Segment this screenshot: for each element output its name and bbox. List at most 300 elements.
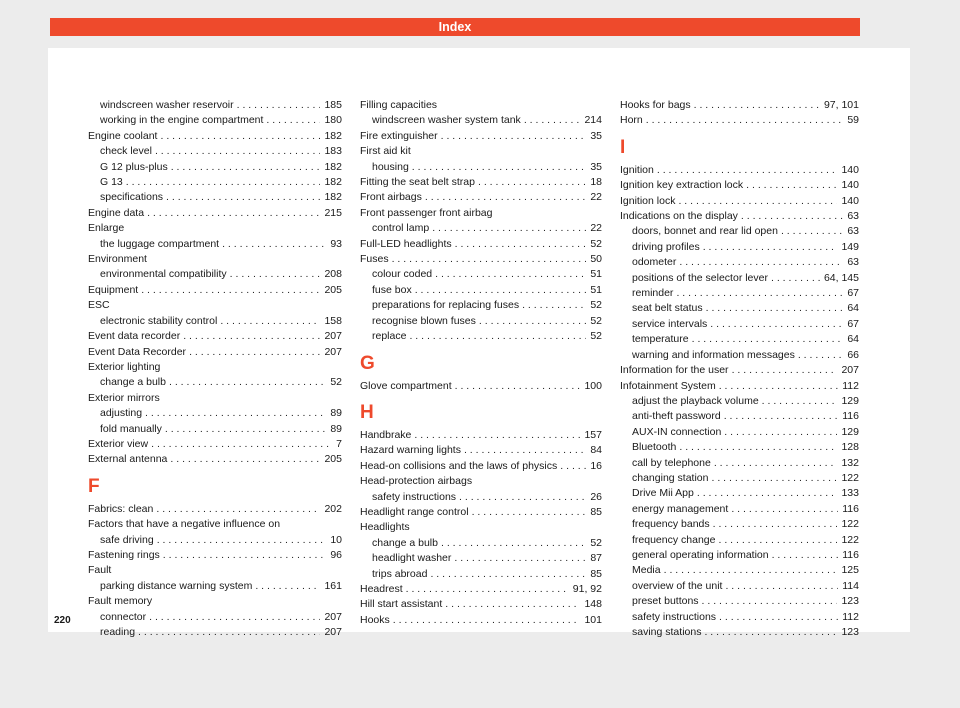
entry-page: 129 <box>841 425 859 438</box>
entry-label: reading <box>100 626 136 638</box>
entry-label: Drive Mii App <box>632 487 694 500</box>
entry-page: 63 <box>847 256 859 269</box>
leader-dots <box>442 597 580 612</box>
entry-label: control lamp <box>372 222 430 235</box>
leader-dots <box>476 314 586 329</box>
entry-page: 215 <box>324 206 342 219</box>
leader-dots <box>456 490 586 505</box>
index-entry <box>620 548 859 563</box>
entry-label: driving profiles <box>632 240 700 253</box>
entry-label: G 13 <box>100 176 123 189</box>
index-entry <box>360 567 602 582</box>
entry-label: Horn <box>620 114 643 127</box>
index-entry <box>620 502 859 517</box>
entry-label: Fuses <box>360 253 389 266</box>
leader-dots <box>263 113 320 128</box>
leader-dots <box>475 175 586 190</box>
entry-page: 207 <box>324 330 342 343</box>
index-entry <box>360 298 602 313</box>
leader-dots <box>403 582 569 597</box>
leader-dots <box>411 428 580 443</box>
entry-label: adjusting <box>100 407 143 420</box>
entry-page: 101 <box>584 613 602 626</box>
entry-page: 114 <box>842 579 859 592</box>
leader-dots <box>795 348 843 363</box>
entry-label: Information for the user <box>620 364 729 377</box>
leader-dots <box>676 255 843 270</box>
index-heading: Head-protection airbags <box>360 475 473 488</box>
entry-label: Hooks for bags <box>620 99 691 111</box>
entry-page: 51 <box>590 268 602 281</box>
entry-page: 161 <box>324 579 342 592</box>
leader-dots <box>422 190 586 205</box>
entry-page: 116 <box>842 410 859 423</box>
leader-dots <box>721 425 837 440</box>
entry-label: Exterior view <box>88 437 149 450</box>
entry-label: electronic stability control <box>100 314 218 327</box>
leader-dots <box>729 363 838 378</box>
entry-label: odometer <box>632 256 677 269</box>
index-entry <box>620 255 859 270</box>
leader-dots <box>701 625 837 640</box>
index-entry <box>88 144 342 159</box>
index-entry <box>360 505 602 520</box>
leader-dots <box>768 271 820 286</box>
leader-dots <box>142 406 326 421</box>
index-entry <box>360 329 602 344</box>
entry-label: Front airbags <box>360 191 422 204</box>
index-entry <box>88 283 342 298</box>
entry-label: saving stations <box>632 626 702 638</box>
entry-label: Glove compartment <box>360 379 452 392</box>
leader-dots <box>432 267 586 282</box>
entry-page: 52 <box>590 299 602 312</box>
entry-label: parking distance warning system <box>100 579 253 592</box>
index-entry <box>360 129 602 144</box>
entry-page: 207 <box>324 345 342 358</box>
leader-dots <box>162 422 326 437</box>
index-heading: Enlarge <box>88 222 125 235</box>
index-entry <box>88 314 342 329</box>
entry-page: 52 <box>330 376 342 389</box>
index-entry <box>620 209 859 224</box>
leader-dots <box>234 98 321 113</box>
leader-dots <box>135 625 320 640</box>
entry-page: 67 <box>847 317 859 330</box>
entry-page: 52 <box>590 314 602 327</box>
index-entry <box>620 113 859 128</box>
leader-dots <box>163 190 320 205</box>
entry-label: general operating information <box>632 548 769 561</box>
entry-label: Event Data Recorder <box>88 345 187 358</box>
entry-page: 16 <box>590 459 602 472</box>
leader-dots <box>703 301 844 316</box>
entry-page: 129 <box>841 394 859 407</box>
index-entry <box>620 271 859 286</box>
index-entry <box>620 625 859 640</box>
entry-label: recognise blown fuses <box>372 314 476 327</box>
leader-dots <box>700 240 838 255</box>
index-entry <box>620 517 859 532</box>
entry-label: replace <box>372 330 407 343</box>
entry-page: 125 <box>841 564 859 577</box>
index-entry <box>88 206 342 221</box>
leader-dots <box>138 283 320 298</box>
leader-dots <box>675 194 837 209</box>
leader-dots <box>157 129 320 144</box>
leader-dots <box>676 440 837 455</box>
leader-dots <box>694 486 838 501</box>
index-entry <box>88 422 342 437</box>
entry-label: Equipment <box>88 283 139 296</box>
leader-dots <box>412 283 587 298</box>
leader-dots <box>728 502 838 517</box>
page-header: Index <box>50 18 860 36</box>
leader-dots <box>708 471 837 486</box>
leader-dots <box>389 252 587 267</box>
index-entry <box>360 113 602 128</box>
entry-label: Handbrake <box>360 428 412 441</box>
section-letter-f: F <box>88 475 100 497</box>
index-entry <box>620 98 859 113</box>
entry-page: 35 <box>590 129 602 142</box>
entry-page: 128 <box>841 441 859 454</box>
entry-page: 89 <box>330 407 342 420</box>
leader-dots <box>469 505 587 520</box>
index-entry <box>360 490 602 505</box>
leader-dots <box>152 144 321 159</box>
index-entry <box>360 237 602 252</box>
index-entry <box>88 345 342 360</box>
index-entry <box>88 375 342 390</box>
leader-dots <box>778 224 843 239</box>
entry-label: service intervals <box>632 317 708 330</box>
entry-page: 182 <box>324 176 342 189</box>
index-entry <box>360 459 602 474</box>
index-entry <box>88 267 342 282</box>
entry-label: Hooks <box>360 613 390 626</box>
entry-label: preparations for replacing fuses <box>372 299 520 312</box>
leader-dots <box>716 379 839 394</box>
index-entry <box>620 317 859 332</box>
index-entry <box>620 301 859 316</box>
entry-label: Engine data <box>88 206 145 219</box>
entry-label: Fastening rings <box>88 548 160 561</box>
leader-dots <box>643 113 844 128</box>
entry-page: 207 <box>324 626 342 638</box>
index-entry <box>360 379 602 394</box>
index-entry <box>620 332 859 347</box>
entry-page: 64, 145 <box>823 271 859 284</box>
entry-label: Ignition <box>620 163 654 176</box>
entry-page: 140 <box>841 179 859 192</box>
entry-label: overview of the unit <box>632 579 723 592</box>
entry-page: 67 <box>847 287 859 300</box>
leader-dots <box>519 298 586 313</box>
entry-label: Fitting the seat belt strap <box>360 176 475 189</box>
index-entry <box>88 579 342 594</box>
index-entry <box>88 502 342 517</box>
entry-label: environmental compatibility <box>100 268 227 281</box>
entry-page: 63 <box>847 210 859 223</box>
index-heading: Factors that have a negative influence on <box>88 518 281 531</box>
leader-dots <box>219 237 326 252</box>
index-heading: Fault memory <box>88 595 153 608</box>
entry-page: 140 <box>841 194 859 207</box>
index-entry <box>620 594 859 609</box>
leader-dots <box>759 394 838 409</box>
entry-page: 22 <box>590 191 602 204</box>
leader-dots <box>438 129 587 144</box>
entry-page: 59 <box>847 114 859 127</box>
leader-dots <box>711 456 838 471</box>
entry-page: 180 <box>324 114 342 127</box>
index-entry <box>620 224 859 239</box>
leader-dots <box>438 536 586 551</box>
section-letter-h: H <box>360 401 374 423</box>
entry-label: check level <box>100 145 152 158</box>
index-entry <box>360 267 602 282</box>
entry-label: headlight washer <box>372 552 452 565</box>
entry-page: 52 <box>590 237 602 250</box>
entry-page: 149 <box>841 240 859 253</box>
leader-dots <box>721 409 839 424</box>
entry-label: frequency bands <box>632 518 710 531</box>
index-heading: Environment <box>88 253 147 266</box>
index-entry <box>620 163 859 178</box>
leader-dots <box>716 610 838 625</box>
leader-dots <box>148 437 332 452</box>
leader-dots <box>429 221 586 236</box>
entry-page: 182 <box>324 129 342 142</box>
section-letter-i: I <box>620 136 626 158</box>
leader-dots <box>180 329 320 344</box>
entry-page: 116 <box>842 548 859 561</box>
entry-label: working in the engine compartment <box>100 114 264 127</box>
entry-label: Fire extinguisher <box>360 129 438 142</box>
index-entry <box>620 363 859 378</box>
entry-label: Indications on the display <box>620 210 738 223</box>
index-entry <box>620 425 859 440</box>
leader-dots <box>427 567 586 582</box>
entry-page: 132 <box>841 456 859 469</box>
entry-label: Headrest <box>360 582 403 595</box>
leader-dots <box>390 613 581 628</box>
entry-page: 84 <box>590 444 602 457</box>
index-entry <box>620 563 859 578</box>
entry-page: 50 <box>590 253 602 266</box>
entry-label: trips abroad <box>372 567 428 580</box>
leader-dots <box>144 206 320 221</box>
leader-dots <box>689 332 844 347</box>
index-entry <box>360 613 602 628</box>
entry-page: 122 <box>841 518 859 531</box>
entry-page: 18 <box>590 176 602 189</box>
leader-dots <box>160 548 327 563</box>
index-entry <box>620 486 859 501</box>
entry-page: 205 <box>324 283 342 296</box>
leader-dots <box>146 610 320 625</box>
index-entry <box>360 175 602 190</box>
entry-page: 183 <box>324 145 342 158</box>
leader-dots <box>452 237 587 252</box>
index-entry <box>620 579 859 594</box>
entry-page: 35 <box>590 160 602 173</box>
entry-label: Ignition lock <box>620 194 676 207</box>
index-entry <box>88 548 342 563</box>
index-heading: Headlights <box>360 521 410 534</box>
index-entry <box>88 437 342 452</box>
index-entry <box>360 536 602 551</box>
entry-label: safety instructions <box>632 610 717 623</box>
entry-page: 96 <box>330 548 342 561</box>
entry-page: 205 <box>324 453 342 466</box>
entry-page: 10 <box>330 533 342 546</box>
entry-page: 97, 101 <box>823 99 859 111</box>
entry-page: 157 <box>584 428 602 441</box>
entry-label: AUX-IN connection <box>632 425 722 438</box>
index-entry <box>620 394 859 409</box>
entry-page: 148 <box>584 598 602 611</box>
index-entry <box>88 113 342 128</box>
index-entry <box>620 409 859 424</box>
index-heading: Exterior mirrors <box>88 391 160 404</box>
index-heading: ESC <box>88 299 110 312</box>
entry-page: 52 <box>590 536 602 549</box>
index-entry <box>88 625 342 640</box>
leader-dots <box>167 452 320 467</box>
entry-label: Event data recorder <box>88 330 181 343</box>
entry-page: 51 <box>590 283 602 296</box>
entry-label: External antenna <box>88 453 168 466</box>
entry-label: energy management <box>632 502 729 515</box>
entry-page: 214 <box>584 114 602 127</box>
entry-label: Headlight range control <box>360 505 469 518</box>
index-entry <box>360 597 602 612</box>
entry-page: 64 <box>847 302 859 315</box>
index-entry <box>88 175 342 190</box>
entry-page: 140 <box>841 163 859 176</box>
leader-dots <box>166 375 326 390</box>
index-entry <box>360 221 602 236</box>
page-number: 220 <box>54 615 71 626</box>
leader-dots <box>217 314 320 329</box>
entry-label: changing station <box>632 471 709 484</box>
leader-dots <box>661 563 838 578</box>
entry-label: safe driving <box>100 533 154 546</box>
entry-label: change a bulb <box>100 376 166 389</box>
leader-dots <box>409 160 587 175</box>
leader-dots <box>154 533 327 548</box>
leader-dots <box>738 209 843 224</box>
entry-label: fold manually <box>100 422 162 435</box>
entry-label: doors, bonnet and rear lid open <box>632 225 778 238</box>
entry-label: seat belt status <box>632 302 703 315</box>
index-entry <box>360 314 602 329</box>
entry-page: 158 <box>324 314 342 327</box>
entry-page: 182 <box>324 160 342 173</box>
entry-label: preset buttons <box>632 595 699 608</box>
entry-label: Bluetooth <box>632 441 677 454</box>
entry-label: change a bulb <box>372 536 438 549</box>
index-entry <box>88 190 342 205</box>
leader-dots <box>123 175 321 190</box>
entry-page: 122 <box>841 533 859 546</box>
entry-label: specifications <box>100 191 164 204</box>
index-entry <box>88 406 342 421</box>
leader-dots <box>699 594 838 609</box>
index-entry <box>620 379 859 394</box>
index-entry <box>620 440 859 455</box>
entry-page: 100 <box>584 379 602 392</box>
entry-page: 89 <box>330 422 342 435</box>
index-heading: Front passenger front airbag <box>360 206 493 219</box>
entry-page: 112 <box>842 379 859 392</box>
leader-dots <box>722 579 838 594</box>
index-entry <box>88 129 342 144</box>
entry-page: 66 <box>847 348 859 361</box>
entry-page: 63 <box>847 225 859 238</box>
entry-page: 208 <box>324 268 342 281</box>
index-entry <box>360 428 602 443</box>
entry-label: fuse box <box>372 283 412 296</box>
index-entry <box>620 178 859 193</box>
entry-label: safety instructions <box>372 490 457 503</box>
index-entry <box>360 190 602 205</box>
entry-label: Full-LED headlights <box>360 237 452 250</box>
leader-dots <box>153 502 320 517</box>
index-column-2 <box>360 98 602 628</box>
leader-dots <box>654 163 838 178</box>
entry-page: 207 <box>841 364 859 377</box>
entry-label: adjust the playback volume <box>632 394 759 407</box>
entry-label: Ignition key extraction lock <box>620 179 744 192</box>
entry-page: 133 <box>841 487 859 500</box>
section-letter-g: G <box>360 352 375 374</box>
entry-label: connector <box>100 610 147 623</box>
entry-page: 182 <box>324 191 342 204</box>
entry-label: housing <box>372 160 409 173</box>
index-entry <box>360 252 602 267</box>
entry-label: Fabrics: clean <box>88 502 154 515</box>
entry-page: 123 <box>841 595 859 608</box>
index-entry <box>620 286 859 301</box>
leader-dots <box>769 548 839 563</box>
entry-label: windscreen washer reservoir <box>100 99 234 111</box>
index-entry <box>360 283 602 298</box>
index-heading: Exterior lighting <box>88 360 161 373</box>
entry-label: G 12 plus-plus <box>100 160 168 173</box>
leader-dots <box>691 98 820 113</box>
leader-dots <box>406 329 586 344</box>
index-entry <box>620 240 859 255</box>
index-entry <box>620 533 859 548</box>
entry-label: Engine coolant <box>88 129 158 142</box>
entry-page: 93 <box>330 237 342 250</box>
leader-dots <box>168 160 321 175</box>
leader-dots <box>186 345 320 360</box>
index-entry <box>88 533 342 548</box>
index-entry <box>360 443 602 458</box>
entry-label: colour coded <box>372 268 433 281</box>
index-entry <box>88 329 342 344</box>
entry-page: 87 <box>590 552 602 565</box>
index-heading: First aid kit <box>360 145 411 158</box>
entry-page: 85 <box>590 505 602 518</box>
index-entry <box>360 551 602 566</box>
index-entry <box>620 348 859 363</box>
index-entry <box>88 452 342 467</box>
